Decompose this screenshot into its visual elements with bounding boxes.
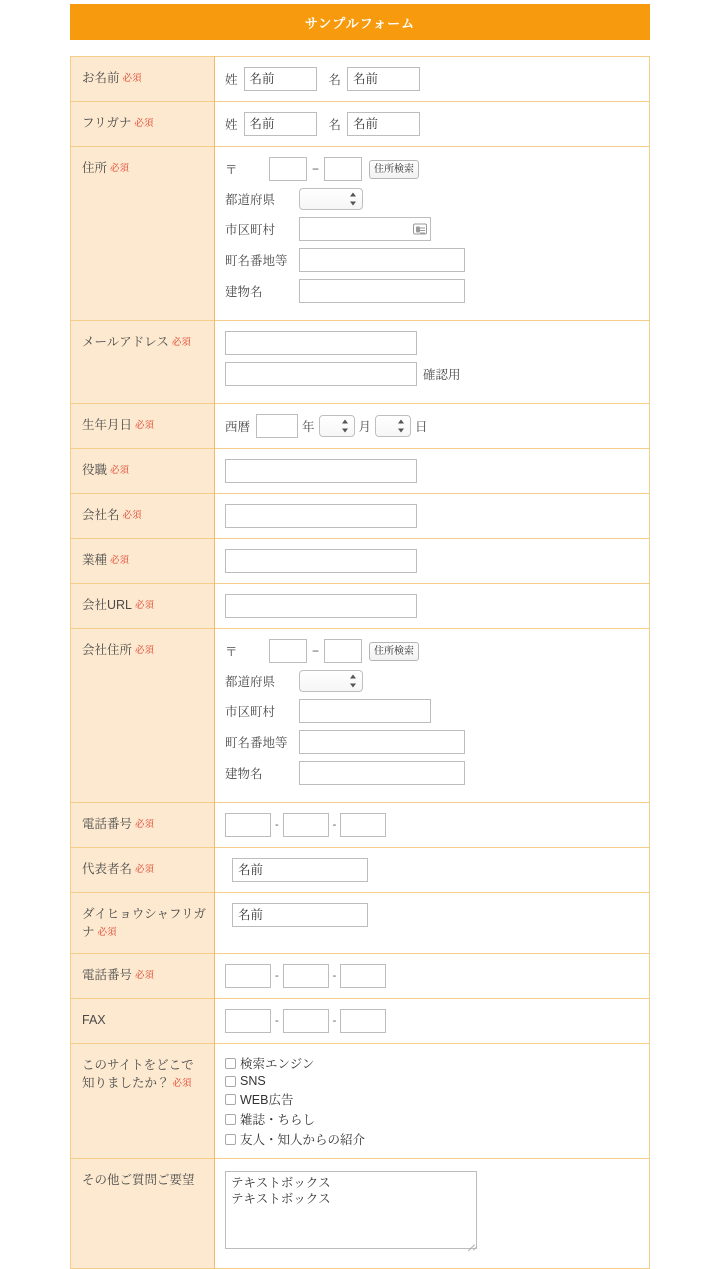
table-row-rep-name — [71, 848, 650, 893]
required-badge: 必須 — [172, 1078, 192, 1090]
required-badge: 必須 — [122, 510, 142, 521]
checkbox-option[interactable] — [225, 1074, 641, 1088]
day-suffix-label: 日 — [415, 420, 428, 434]
month-suffix-label: 月 — [358, 420, 372, 434]
checkbox-option[interactable] — [225, 1130, 641, 1148]
fax-part1-input[interactable] — [225, 1009, 271, 1033]
field-company-url — [215, 584, 650, 629]
address-building-input[interactable] — [299, 279, 465, 303]
required-badge: 必須 — [135, 645, 155, 656]
company-tel-part3-input[interactable] — [340, 813, 386, 837]
label-industry-text: 業種 — [82, 553, 108, 567]
chevron-updown-icon — [342, 420, 349, 433]
zip-dash: − — [312, 644, 320, 658]
label-name — [71, 57, 215, 102]
field-furigana — [215, 102, 650, 147]
contact-card-icon[interactable] — [413, 224, 427, 235]
label-company-tel-text: 電話番号 — [82, 817, 133, 831]
table-row-fax — [71, 999, 650, 1044]
checkbox-icon[interactable] — [225, 1058, 236, 1069]
table-row-company-address — [71, 629, 650, 803]
address-zip2-input[interactable] — [324, 157, 362, 181]
label-position-text: 役職 — [82, 463, 108, 477]
checkbox-option[interactable] — [225, 1054, 641, 1072]
label-industry — [71, 539, 215, 584]
label-company-tel — [71, 803, 215, 848]
name-sei-input[interactable] — [244, 67, 317, 91]
field-position — [215, 449, 650, 494]
zip-symbol: 〒 — [225, 645, 238, 659]
label-fax-text: FAX — [82, 1013, 106, 1028]
tel-separator: - — [275, 970, 279, 983]
label-name-text: お名前 — [82, 71, 120, 85]
company-address-prefecture-select[interactable] — [299, 670, 363, 692]
table-row-referral — [71, 1044, 650, 1159]
field-industry — [215, 539, 650, 584]
sei-label: 姓 — [225, 118, 238, 132]
required-badge: 必須 — [122, 73, 142, 84]
year-suffix-label: 年 — [302, 420, 315, 434]
industry-input[interactable] — [225, 549, 417, 573]
other-textarea[interactable] — [225, 1171, 477, 1249]
table-row-other — [71, 1159, 650, 1269]
label-other-text: その他ご質問ご要望 — [82, 1173, 195, 1188]
label-rep-name — [71, 848, 215, 893]
company-address-zip2-input[interactable] — [324, 639, 362, 663]
address-zip1-input[interactable] — [269, 157, 307, 181]
checkbox-label: 友人・知人からの紹介 — [240, 1133, 366, 1148]
table-row-company — [71, 494, 650, 539]
prefecture-label: 都道府県 — [225, 675, 276, 689]
company-address-zip1-input[interactable] — [269, 639, 307, 663]
checkbox-option[interactable] — [225, 1110, 641, 1128]
birthday-day-select[interactable] — [375, 415, 411, 437]
label-birthday-text: 生年月日 — [82, 418, 133, 432]
field-fax — [215, 999, 650, 1044]
required-badge: 必須 — [134, 118, 154, 129]
label-rep-tel — [71, 954, 215, 999]
field-company — [215, 494, 650, 539]
label-email-text: メールアドレス — [82, 335, 169, 349]
checkbox-icon[interactable] — [225, 1114, 236, 1125]
company-tel-part1-input[interactable] — [225, 813, 271, 837]
required-badge: 必須 — [135, 819, 155, 830]
field-other — [215, 1159, 650, 1269]
chevron-updown-icon — [398, 420, 405, 433]
checkbox-icon[interactable] — [225, 1094, 236, 1105]
field-company-address — [215, 629, 650, 803]
rep-name-input[interactable] — [232, 858, 368, 882]
page-title: サンプルフォーム — [304, 15, 416, 31]
birthday-month-select[interactable] — [319, 415, 355, 437]
required-badge: 必須 — [110, 163, 130, 174]
required-badge: 必須 — [135, 970, 155, 982]
rep-tel-part2-input[interactable] — [283, 964, 329, 988]
checkbox-label: SNS — [240, 1074, 266, 1089]
company-address-street-input[interactable] — [299, 730, 465, 754]
form-title-bar — [70, 4, 650, 40]
zip-dash: − — [312, 162, 320, 176]
field-rep-name — [215, 848, 650, 893]
label-referral — [71, 1044, 215, 1159]
label-position — [71, 449, 215, 494]
label-referral-text: このサイトをどこで知りましたか？ — [82, 1058, 194, 1091]
table-row-company-tel — [71, 803, 650, 848]
company-input[interactable] — [225, 504, 417, 528]
label-rep-name-text: 代表者名 — [82, 862, 133, 876]
label-company-url-text: 会社URL — [82, 598, 133, 612]
label-furigana-text: フリガナ — [82, 116, 132, 130]
address-city-wrapper — [299, 217, 431, 241]
label-other — [71, 1159, 215, 1269]
checkbox-label: 雑誌・ちらし — [240, 1113, 316, 1128]
city-label: 市区町村 — [225, 223, 276, 237]
company-address-city-input[interactable] — [299, 699, 431, 723]
required-badge: 必須 — [110, 555, 130, 566]
chevron-updown-icon — [350, 675, 357, 688]
label-furigana — [71, 102, 215, 147]
label-company-address-text: 会社住所 — [82, 643, 133, 657]
required-badge: 必須 — [97, 927, 117, 939]
required-badge: 必須 — [110, 465, 130, 476]
label-address-text: 住所 — [82, 161, 108, 175]
label-fax — [71, 999, 215, 1044]
email-input[interactable] — [225, 331, 417, 355]
label-rep-furigana-text: ダイヒョウシャフリガナ — [82, 907, 206, 940]
label-rep-tel-text: 電話番号 — [82, 968, 133, 983]
building-label: 建物名 — [225, 285, 263, 299]
rep-tel-part3-input[interactable] — [340, 964, 386, 988]
company-address-building-input[interactable] — [299, 761, 465, 785]
address-street-input[interactable] — [299, 248, 465, 272]
checkbox-label: WEB広告 — [240, 1093, 294, 1108]
required-badge: 必須 — [171, 337, 191, 348]
email-confirm-input[interactable] — [225, 362, 417, 386]
table-row-name — [71, 57, 650, 102]
label-birthday — [71, 404, 215, 449]
fax-part2-input[interactable] — [283, 1009, 329, 1033]
position-input[interactable] — [225, 459, 417, 483]
table-row-rep-furigana — [71, 893, 650, 954]
chevron-updown-icon — [350, 193, 357, 206]
prefecture-label: 都道府県 — [225, 193, 276, 207]
required-badge: 必須 — [135, 600, 155, 611]
table-row-position — [71, 449, 650, 494]
other-textarea-wrapper — [225, 1171, 477, 1249]
table-row-rep-tel — [71, 954, 650, 999]
field-rep-furigana — [215, 893, 650, 954]
checkbox-option[interactable] — [225, 1090, 641, 1108]
table-row-address — [71, 147, 650, 321]
sample-form-table — [70, 56, 650, 1269]
address-prefecture-select[interactable] — [299, 188, 363, 210]
table-row-birthday — [71, 404, 650, 449]
field-rep-tel — [215, 954, 650, 999]
address-city-input[interactable] — [299, 217, 431, 241]
label-company — [71, 494, 215, 539]
tel-separator: - — [332, 819, 337, 831]
era-prefix-label: 西暦 — [225, 420, 251, 434]
rep-tel-part1-input[interactable] — [225, 964, 271, 988]
required-badge: 必須 — [135, 420, 155, 431]
city-label: 市区町村 — [225, 705, 276, 719]
label-address — [71, 147, 215, 321]
table-row-email — [71, 321, 650, 404]
field-email — [215, 321, 650, 404]
rep-furigana-input[interactable] — [232, 903, 368, 927]
birthday-year-input[interactable] — [256, 414, 298, 438]
furigana-mei-input[interactable] — [347, 112, 420, 136]
company-url-input[interactable] — [225, 594, 417, 618]
field-birthday — [215, 404, 650, 449]
table-row-industry — [71, 539, 650, 584]
field-referral — [215, 1044, 650, 1159]
company-address-search-button[interactable]: 住所検索 — [369, 642, 419, 661]
label-rep-furigana — [71, 893, 215, 954]
address-search-button[interactable]: 住所検索 — [369, 160, 419, 179]
fax-separator: - — [275, 1015, 279, 1028]
label-company-text: 会社名 — [82, 508, 120, 522]
street-label: 町名番地等 — [225, 736, 288, 750]
label-email — [71, 321, 215, 404]
field-name — [215, 57, 650, 102]
table-row-furigana — [71, 102, 650, 147]
email-confirm-suffix: 確認用 — [423, 368, 461, 382]
field-company-tel — [215, 803, 650, 848]
street-label: 町名番地等 — [225, 254, 288, 268]
label-company-address — [71, 629, 215, 803]
company-tel-part2-input[interactable] — [283, 813, 329, 837]
tel-separator: - — [275, 819, 279, 831]
mei-label: 名 — [328, 118, 342, 132]
furigana-sei-input[interactable] — [244, 112, 317, 136]
form-page — [0, 4, 720, 1269]
name-mei-input[interactable] — [347, 67, 420, 91]
checkbox-label: 検索エンジン — [240, 1057, 315, 1072]
checkbox-icon[interactable] — [225, 1076, 236, 1087]
field-address — [215, 147, 650, 321]
tel-separator: - — [332, 970, 337, 983]
checkbox-icon[interactable] — [225, 1134, 236, 1145]
mei-label: 名 — [328, 73, 342, 87]
zip-symbol: 〒 — [225, 163, 238, 177]
fax-separator: - — [332, 1015, 337, 1028]
required-badge: 必須 — [135, 864, 155, 875]
sei-label: 姓 — [225, 73, 238, 87]
building-label: 建物名 — [225, 767, 263, 781]
fax-part3-input[interactable] — [340, 1009, 386, 1033]
table-row-company-url — [71, 584, 650, 629]
label-company-url — [71, 584, 215, 629]
